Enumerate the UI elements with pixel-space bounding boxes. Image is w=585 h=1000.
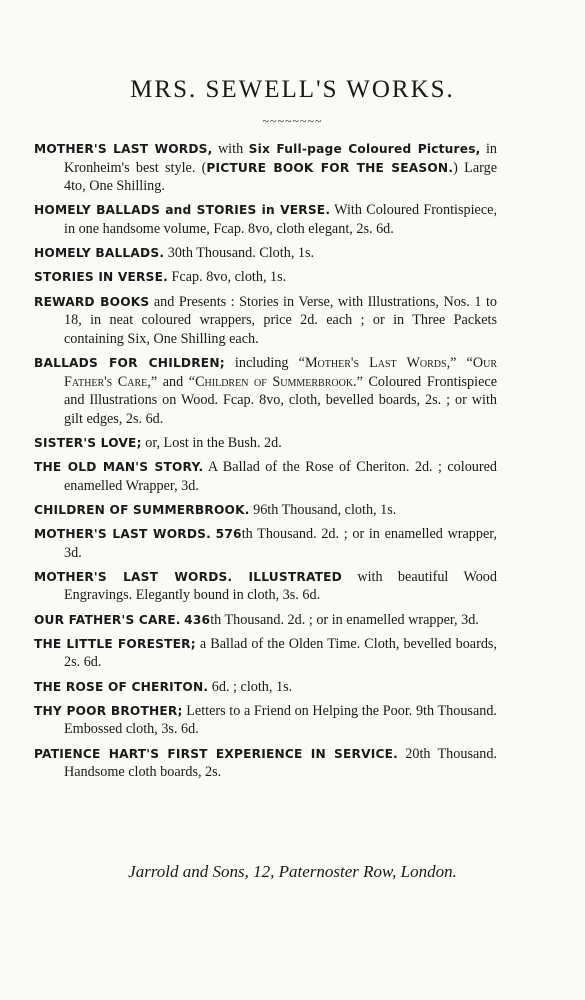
book-title: THY POOR BROTHER; <box>34 703 183 718</box>
book-description: th Thousand. 2d. ; or in enamelled wrapper, 3d. <box>210 611 479 628</box>
book-title: STORIES IN VERSE. <box>34 270 168 285</box>
book-entry <box>34 354 497 428</box>
book-title: REWARD BOOKS <box>34 294 150 309</box>
book-description: ” and “ <box>150 373 196 390</box>
book-description: 30th Thousand. Cloth, 1s. <box>164 245 315 262</box>
page-title: MRS. SEWELL'S WORKS. <box>130 76 455 103</box>
book-entry <box>34 501 497 520</box>
book-entry <box>34 140 497 196</box>
book-description: with beautiful Wood Engravings. Elegantly bound in cloth, 3s. 6d. <box>64 568 497 604</box>
book-description: 6d. ; cloth, 1s. <box>208 678 293 695</box>
bold-text: PICTURE BOOK FOR THE SEASON. <box>206 160 454 175</box>
book-entry <box>34 268 497 287</box>
book-entry <box>34 702 497 739</box>
book-description: With Coloured Frontispiece, in one handsome volume, Fcap. 8vo, cloth elegant, 2s. 6d. <box>64 202 497 237</box>
book-list <box>34 140 497 787</box>
small-caps-title: Our Father's Care, <box>64 354 497 390</box>
book-description: with <box>212 141 249 157</box>
book-entry <box>34 745 497 782</box>
book-description: A Ballad of the Rose of Cheriton. 2d. ; coloured enamelled Wrapper, 3d. <box>64 459 497 494</box>
book-description: in Kronheim's best style. ( <box>64 141 497 176</box>
book-description: ” “ <box>450 354 473 371</box>
bold-text: 436 <box>184 612 211 627</box>
book-title: THE OLD MAN'S STORY. <box>34 460 204 475</box>
book-title: MOTHER'S LAST WORDS. <box>34 527 211 542</box>
book-title: HOMELY BALLADS and STORIES in VERSE. <box>34 203 331 218</box>
book-entry <box>34 201 497 238</box>
publisher-imprint: Jarrold and Sons, 12, Paternoster Row, London. <box>128 862 457 881</box>
bold-text: 576 <box>215 527 242 542</box>
bold-text: Six Full-page Coloured Pictures, <box>248 142 481 156</box>
book-entry <box>34 434 497 453</box>
book-title: MOTHER'S LAST WORDS. ILLUSTRATED <box>34 569 343 584</box>
book-title: PATIENCE HART'S FIRST EXPERIENCE IN SERVICE. <box>34 746 398 761</box>
book-title: OUR FATHER'S CARE. <box>34 612 181 627</box>
small-caps-title: Children of Summerbrook. <box>195 373 357 390</box>
book-description: 96th Thousand, cloth, 1s. <box>249 501 397 518</box>
book-title: MOTHER'S LAST WORDS, <box>34 142 213 156</box>
book-title: HOMELY BALLADS. <box>34 246 165 261</box>
book-description: including “ <box>224 354 305 371</box>
book-description: or, Lost in the Bush. 2d. <box>141 434 282 451</box>
book-description: Fcap. 8vo, cloth, 1s. <box>167 269 287 286</box>
book-title: CHILDREN OF SUMMERBROOK. <box>34 502 250 517</box>
book-entry <box>34 244 497 263</box>
book-entry <box>34 635 497 672</box>
book-description: th Thousand. 2d. ; or in enamelled wrapper, 3d. <box>64 526 497 561</box>
book-description: 20th Thousand. Handsome cloth boards, 2s. <box>64 745 497 781</box>
book-entry <box>34 525 497 562</box>
book-title: THE ROSE OF CHERITON. <box>34 679 209 694</box>
book-entry <box>34 293 497 349</box>
book-description: and Presents : Stories in Verse, with Illustrations, Nos. 1 to 18, in neat coloured wrappers, price 2d. each ; or in Three Packets containing Six, One Shilling each. <box>64 293 497 347</box>
book-title: THE LITTLE FORESTER; <box>34 636 196 651</box>
book-description: ) Large 4to, One Shilling. <box>64 159 497 195</box>
book-entry <box>34 568 497 605</box>
book-title: SISTER'S LOVE; <box>34 435 142 450</box>
book-title: BALLADS FOR CHILDREN; <box>34 355 225 370</box>
book-entry <box>34 678 497 697</box>
book-description: Letters to a Friend on Helping the Poor. 9th Thousand. Embossed cloth, 3s. 6d. <box>64 702 497 738</box>
book-description: ” Coloured Frontispiece and Illustrations on Wood. Fcap. 8vo, cloth, bevelled boards, 2s. ; or with gilt edges, 2s. 6d. <box>64 373 497 427</box>
book-entry <box>34 458 497 495</box>
book-entry <box>34 611 497 630</box>
book-description: a Ballad of the Olden Time. Cloth, bevelled boards, 2s. 6d. <box>64 635 497 671</box>
ornamental-rule: ~~~~~~~~ <box>262 114 323 128</box>
small-caps-title: Mother's Last Words, <box>304 354 451 371</box>
